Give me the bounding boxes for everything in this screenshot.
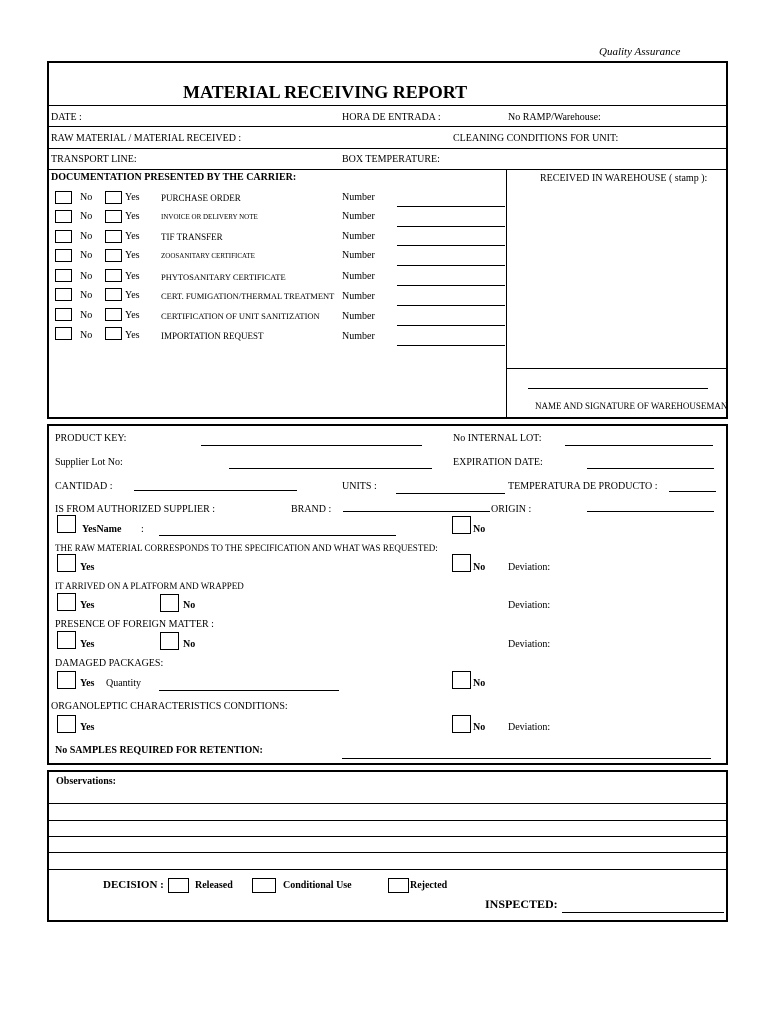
observation-line[interactable] <box>48 852 727 853</box>
authorized-no-checkbox[interactable] <box>452 516 471 534</box>
samples-label: No SAMPLES REQUIRED FOR RETENTION: <box>55 745 263 756</box>
damaged-no-checkbox[interactable] <box>452 671 471 689</box>
doc-item-label: CERTIFICATION OF UNIT SANITIZATION <box>161 311 320 321</box>
number-label: Number <box>342 271 375 282</box>
foreign-matter-question: PRESENCE OF FOREIGN MATTER : <box>55 619 214 630</box>
released-label: Released <box>195 880 233 891</box>
damaged-packages-question: DAMAGED PACKAGES: <box>55 658 164 669</box>
supplier-lot-field[interactable] <box>229 468 432 469</box>
foreign-yes-label: Yes <box>80 639 95 650</box>
platform-no-label: No <box>183 600 196 611</box>
number-field[interactable] <box>397 325 505 326</box>
damaged-yes-checkbox[interactable] <box>57 671 76 689</box>
no-checkbox[interactable] <box>55 249 72 262</box>
observation-line[interactable] <box>48 836 727 837</box>
cleaning-conditions-label: CLEANING CONDITIONS FOR UNIT: <box>453 133 619 144</box>
foreign-no-label: No <box>183 639 196 650</box>
no-checkbox[interactable] <box>55 327 72 340</box>
yes-checkbox[interactable] <box>105 210 122 223</box>
yes-checkbox[interactable] <box>105 191 122 204</box>
yes-checkbox[interactable] <box>105 308 122 321</box>
product-key-label: PRODUCT KEY: <box>55 433 127 444</box>
yes-checkbox[interactable] <box>105 288 122 301</box>
no-label: No <box>80 211 93 222</box>
temperatura-label: TEMPERATURA DE PRODUCTO : <box>508 481 658 492</box>
box-temperature-label: BOX TEMPERATURE: <box>342 154 440 165</box>
spec-yes-checkbox[interactable] <box>57 554 76 572</box>
spec-yes-label: Yes <box>80 562 95 573</box>
organoleptic-deviation-label: Deviation: <box>508 722 551 733</box>
page-title: MATERIAL RECEIVING REPORT <box>183 82 468 102</box>
authorized-no-label: No <box>473 524 486 535</box>
yes-checkbox[interactable] <box>105 249 122 262</box>
spec-no-label: No <box>473 562 486 573</box>
warehouseman-signature-label: NAME AND SIGNATURE OF WAREHOUSEMAN <box>535 401 728 411</box>
platform-deviation-label: Deviation: <box>508 600 551 611</box>
cantidad-field[interactable] <box>134 490 297 491</box>
yes-label: Yes <box>125 192 140 203</box>
organoleptic-no-label: No <box>473 722 486 733</box>
conditional-use-label: Conditional Use <box>283 880 352 891</box>
foreign-yes-checkbox[interactable] <box>57 631 76 649</box>
no-checkbox[interactable] <box>55 191 72 204</box>
date-label: DATE : <box>51 112 82 123</box>
no-checkbox[interactable] <box>55 308 72 321</box>
foreign-deviation-label: Deviation: <box>508 639 551 650</box>
no-label: No <box>80 192 93 203</box>
number-label: Number <box>342 311 375 322</box>
platform-yes-label: Yes <box>80 600 95 611</box>
no-label: No <box>80 271 93 282</box>
yes-name-label: YesName <box>82 524 122 535</box>
no-checkbox[interactable] <box>55 288 72 301</box>
number-label: Number <box>342 250 375 261</box>
quantity-label: Quantity <box>106 678 141 689</box>
supplier-name-field[interactable] <box>159 535 396 536</box>
no-label: No <box>80 290 93 301</box>
authorized-yes-checkbox[interactable] <box>57 515 76 533</box>
temperatura-field[interactable] <box>669 491 716 492</box>
yes-label: Yes <box>125 250 140 261</box>
spec-no-checkbox[interactable] <box>452 554 471 572</box>
quantity-field[interactable] <box>159 690 339 691</box>
spec-deviation-label: Deviation: <box>508 562 551 573</box>
number-field[interactable] <box>397 285 505 286</box>
organoleptic-yes-label: Yes <box>80 722 95 733</box>
hora-entrada-label: HORA DE ENTRADA : <box>342 112 441 123</box>
number-field[interactable] <box>397 305 505 306</box>
yes-label: Yes <box>125 330 140 341</box>
no-label: No <box>80 250 93 261</box>
number-label: Number <box>342 331 375 342</box>
observation-line[interactable] <box>48 803 727 804</box>
spec-question: THE RAW MATERIAL CORRESPONDS TO THE SPECIFICATION AND WHAT WAS REQUESTED: <box>55 543 438 553</box>
yes-checkbox[interactable] <box>105 269 122 282</box>
platform-question: IT ARRIVED ON A PLATFORM AND WRAPPED <box>55 581 244 591</box>
no-label: No <box>80 310 93 321</box>
yes-label: Yes <box>125 231 140 242</box>
no-checkbox[interactable] <box>55 269 72 282</box>
expiration-date-label: EXPIRATION DATE: <box>453 457 543 468</box>
department-label: Quality Assurance <box>599 46 681 58</box>
number-label: Number <box>342 231 375 242</box>
number-field[interactable] <box>397 265 505 266</box>
yes-checkbox[interactable] <box>105 327 122 340</box>
yes-label: Yes <box>125 211 140 222</box>
yes-label: Yes <box>125 271 140 282</box>
observation-line[interactable] <box>48 869 727 870</box>
origin-field[interactable] <box>587 511 714 512</box>
rejected-checkbox[interactable] <box>388 878 409 893</box>
foreign-no-checkbox[interactable] <box>160 632 179 650</box>
yes-checkbox[interactable] <box>105 230 122 243</box>
no-checkbox[interactable] <box>55 210 72 223</box>
brand-label: BRAND : <box>291 504 332 515</box>
rejected-label: Rejected <box>410 880 448 891</box>
inspected-label: INSPECTED: <box>485 897 558 911</box>
doc-item-label: PURCHASE ORDER <box>161 193 241 203</box>
number-label: Number <box>342 192 375 203</box>
no-label: No <box>80 330 93 341</box>
ramp-warehouse-label: No RAMP/Warehouse: <box>508 112 601 123</box>
yes-label: Yes <box>125 290 140 301</box>
received-in-warehouse-label: RECEIVED IN WAREHOUSE ( stamp ): <box>540 173 708 184</box>
product-key-field[interactable] <box>201 445 422 446</box>
organoleptic-question: ORGANOLEPTIC CHARACTERISTICS CONDITIONS: <box>51 701 288 712</box>
colon-label: : <box>141 524 144 535</box>
documentation-heading: DOCUMENTATION PRESENTED BY THE CARRIER: <box>51 172 297 183</box>
internal-lot-field[interactable] <box>565 445 713 446</box>
number-field[interactable] <box>397 206 505 207</box>
released-checkbox[interactable] <box>168 878 189 893</box>
observations-section <box>47 770 728 922</box>
organoleptic-yes-checkbox[interactable] <box>57 715 76 733</box>
number-field[interactable] <box>397 226 505 227</box>
organoleptic-no-checkbox[interactable] <box>452 715 471 733</box>
transport-line-label: TRANSPORT LINE: <box>51 154 137 165</box>
supplier-lot-label: Supplier Lot No: <box>55 457 123 468</box>
doc-item-label: CERT. FUMIGATION/THERMAL TREATMENT <box>161 291 335 301</box>
number-label: Number <box>342 211 375 222</box>
yes-label: Yes <box>125 310 140 321</box>
expiration-date-field[interactable] <box>587 468 714 469</box>
damaged-yes-label: Yes <box>80 678 95 689</box>
doc-item-label: INVOICE OR DELIVERY NOTE <box>161 213 258 221</box>
doc-item-label: PHYTOSANITARY CERTIFICATE <box>161 272 286 282</box>
samples-field[interactable] <box>342 758 711 759</box>
damaged-no-label: No <box>473 678 486 689</box>
observation-line[interactable] <box>48 820 727 821</box>
authorized-supplier-label: IS FROM AUTHORIZED SUPPLIER : <box>55 504 216 515</box>
decision-label: DECISION : <box>103 879 164 891</box>
doc-item-label: TIF TRANSFER <box>161 232 223 242</box>
warehouseman-signature-line[interactable] <box>528 388 708 389</box>
internal-lot-label: No INTERNAL LOT: <box>453 433 542 444</box>
cantidad-label: CANTIDAD : <box>55 481 113 492</box>
platform-yes-checkbox[interactable] <box>57 593 76 611</box>
units-field[interactable] <box>396 493 505 494</box>
product-section <box>47 424 728 765</box>
no-label: No <box>80 231 93 242</box>
platform-no-checkbox[interactable] <box>160 594 179 612</box>
doc-item-label: ZOOSANITARY CERTIFICATE <box>161 252 255 260</box>
number-field[interactable] <box>397 245 505 246</box>
number-field[interactable] <box>397 345 505 346</box>
inspected-signature-field[interactable] <box>562 912 724 913</box>
no-checkbox[interactable] <box>55 230 72 243</box>
number-label: Number <box>342 291 375 302</box>
units-label: UNITS : <box>342 481 377 492</box>
origin-label: ORIGIN : <box>491 504 532 515</box>
observations-label: Observations: <box>56 776 116 787</box>
conditional-use-checkbox[interactable] <box>252 878 276 893</box>
doc-item-label: IMPORTATION REQUEST <box>161 331 264 341</box>
brand-field[interactable] <box>343 511 490 512</box>
raw-material-label: RAW MATERIAL / MATERIAL RECEIVED : <box>51 133 242 144</box>
